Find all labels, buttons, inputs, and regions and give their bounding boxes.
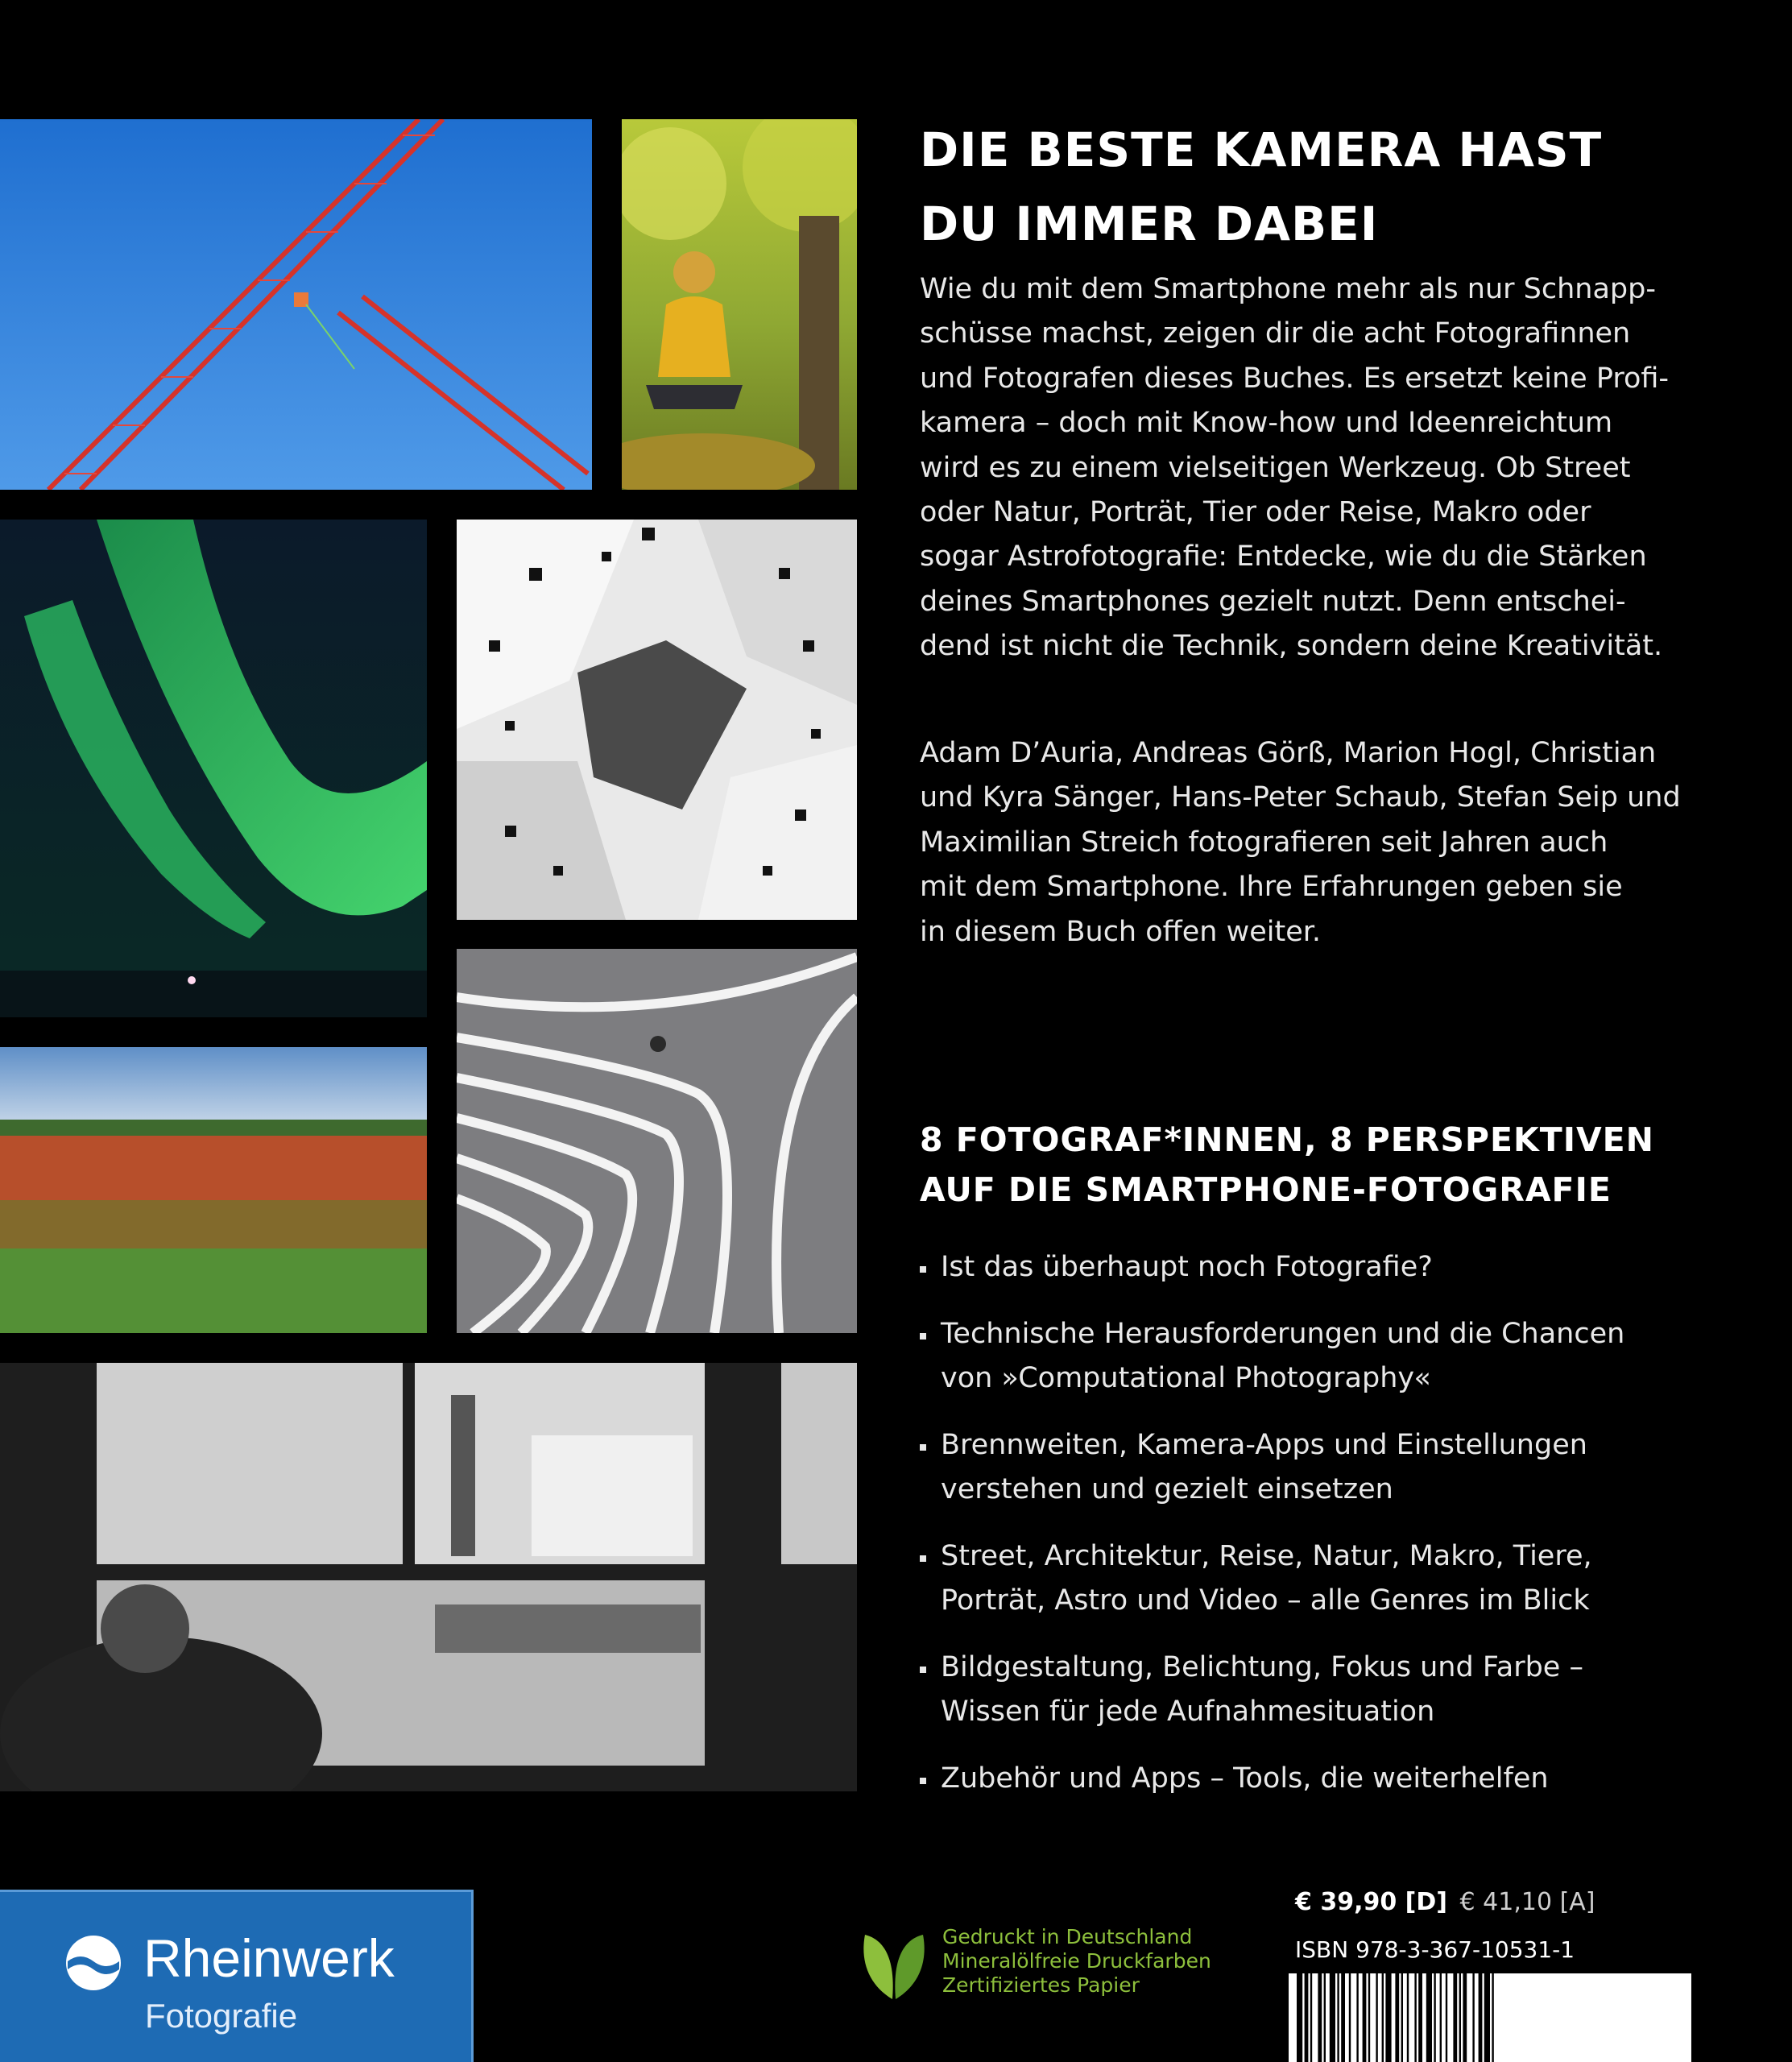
intro-line: Wie du mit dem Smartphone mehr als nur Schnapp- xyxy=(920,273,1656,305)
photo-architecture xyxy=(457,520,857,920)
price-de: € 39,90 [D] xyxy=(1295,1888,1447,1916)
eco-line: Zertifiziertes Papier xyxy=(942,1973,1140,1997)
photo-curved-lines xyxy=(457,949,857,1333)
list-item xyxy=(920,1534,1645,1623)
barcode xyxy=(1289,1973,1691,2062)
eco-note xyxy=(942,1925,1211,1998)
headline-line-1: DIE BESTE KAMERA HAST xyxy=(920,122,1603,177)
authors-line: Adam D’Auria, Andreas Görß, Marion Hogl, Christian xyxy=(920,737,1657,769)
intro-line: wird es zu einem vielseitigen Werkzeug. Ob Street xyxy=(920,451,1631,484)
photo-crane xyxy=(0,119,592,490)
subheadline-line-2: AUF DIE SMARTPHONE-FOTOGRAFIE xyxy=(920,1170,1612,1209)
list-item xyxy=(920,1646,1645,1734)
bullet-square-icon xyxy=(920,1333,926,1339)
headline xyxy=(920,113,1749,261)
photo-poppy-field xyxy=(0,1047,427,1333)
list-item-line: Zubehör und Apps – Tools, die weiterhelfen xyxy=(941,1762,1549,1795)
list-item-line: Brennweiten, Kamera-Apps und Einstellungen xyxy=(941,1429,1587,1461)
subheadline xyxy=(920,1115,1749,1215)
rheinwerk-wave-icon xyxy=(64,1934,122,1992)
bullet-square-icon xyxy=(920,1555,926,1562)
authors-line: und Kyra Sänger, Hans-Peter Schaub, Stefan Seip und xyxy=(920,781,1681,814)
list-item-line: Street, Architektur, Reise, Natur, Makro, Tiere, xyxy=(941,1540,1592,1572)
intro-line: deines Smartphones gezielt nutzt. Denn entschei- xyxy=(920,585,1626,618)
bullet-square-icon xyxy=(920,1266,926,1273)
bullet-square-icon xyxy=(920,1778,926,1784)
headline-line-2: DU IMMER DABEI xyxy=(920,197,1379,251)
list-item xyxy=(920,1757,1645,1801)
list-item xyxy=(920,1312,1645,1401)
bullet-square-icon xyxy=(920,1444,926,1451)
price-at: € 41,10 [A] xyxy=(1459,1888,1595,1916)
photo-woman-tree xyxy=(622,119,857,490)
list-item-line: verstehen und gezielt einsetzen xyxy=(941,1473,1393,1505)
leaf-icon xyxy=(860,1928,928,2001)
intro-line: und Fotografen dieses Buches. Es ersetzt keine Profi- xyxy=(920,362,1670,395)
photo-aurora xyxy=(0,520,427,1017)
price xyxy=(1295,1888,1595,1916)
list-item-line: Bildgestaltung, Belichtung, Fokus und Farbe – xyxy=(941,1651,1583,1683)
intro-line: kamera – doch mit Know-how und Ideenreichtum xyxy=(920,407,1613,440)
list-item-line: Porträt, Astro und Video – alle Genres im Blick xyxy=(941,1584,1590,1617)
intro-line: sogar Astrofotografie: Entdecke, wie du die Stärken xyxy=(920,540,1647,573)
photo-train-window xyxy=(0,1363,857,1791)
subheadline-line-1: 8 FOTOGRAF*INNEN, 8 PERSPEKTIVEN xyxy=(920,1120,1654,1159)
authors-paragraph xyxy=(920,731,1681,954)
list-item-line: Technische Herausforderungen und die Chancen xyxy=(941,1318,1625,1350)
authors-line: in diesem Buch offen weiter. xyxy=(920,915,1322,948)
feature-list xyxy=(920,1245,1645,1824)
eco-line: Gedruckt in Deutschland xyxy=(942,1925,1193,1948)
list-item-line: Ist das überhaupt noch Fotografie? xyxy=(941,1251,1433,1283)
publisher-name: Rheinwerk xyxy=(143,1928,395,1988)
publisher-logo xyxy=(0,1890,474,2062)
list-item-line: Wissen für jede Aufnahmesituation xyxy=(941,1696,1435,1728)
intro-line: oder Natur, Porträt, Tier oder Reise, Makro oder xyxy=(920,496,1591,529)
list-item-line: von »Computational Photography« xyxy=(941,1362,1431,1394)
eco-line: Mineralölfreie Druckfarben xyxy=(942,1949,1211,1973)
isbn: ISBN 978-3-367-10531-1 xyxy=(1295,1936,1575,1963)
authors-line: mit dem Smartphone. Ihre Erfahrungen geben sie xyxy=(920,871,1623,904)
publisher-imprint: Fotografie xyxy=(145,1997,298,2035)
list-item xyxy=(920,1423,1645,1512)
intro-paragraph xyxy=(920,267,1670,669)
bullet-square-icon xyxy=(920,1667,926,1673)
list-item xyxy=(920,1245,1645,1290)
intro-line: schüsse machst, zeigen dir die acht Fotografinnen xyxy=(920,317,1631,350)
intro-line: dend ist nicht die Technik, sondern deine Kreativität. xyxy=(920,630,1663,663)
authors-line: Maximilian Streich fotografieren seit Jahren auch xyxy=(920,826,1608,859)
